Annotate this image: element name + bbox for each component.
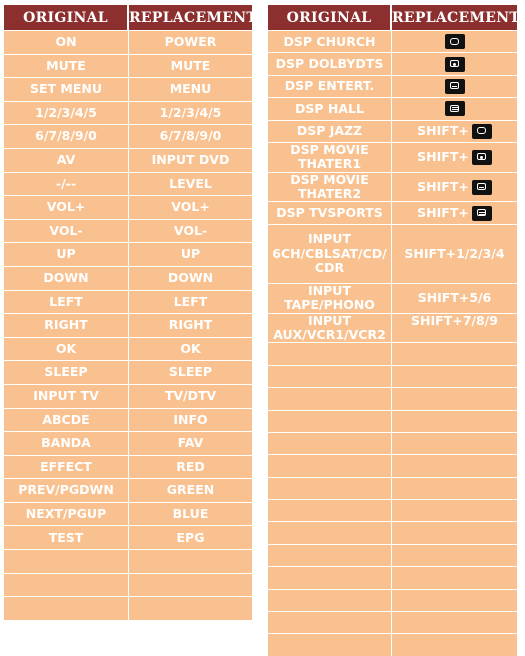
replacement-cell: LEFT [129,290,252,314]
table-row [4,573,252,597]
shift-label: SHIFT+ [417,123,469,139]
empty-cell [392,454,517,476]
table-row [4,172,252,196]
table-row [4,195,252,219]
replacement-cell: INFO [129,408,252,432]
replacement-cell: UP [129,242,252,266]
replacement-cell: POWER [129,30,252,54]
original-cell: 6/7/8/9/0 [4,124,129,148]
empty-cell [392,633,517,655]
lines-key-icon [472,206,492,221]
table-row [4,596,252,620]
original-cell: DSP CHURCH [268,30,392,52]
original-cell: DSP DOLBYDTS [268,52,392,74]
empty-cell [268,521,392,543]
table-row [268,283,517,313]
empty-cell [268,432,392,454]
original-cell: INPUT AUX/VCR1/VCR2 [268,313,392,343]
replacement-cell [392,201,517,223]
right-mapping-table [268,5,521,656]
original-header: ORIGINAL [268,5,392,30]
original-cell: DSP TVSPORTS [268,201,392,223]
table-row [4,549,252,573]
header-row [268,5,517,30]
table-row [268,224,517,283]
replacement-cell [129,549,252,573]
table-row [4,101,252,125]
replacement-cell [392,30,517,52]
replacement-cell: TV/DTV [129,384,252,408]
replacement-header: REPLACEMENT [392,5,517,30]
original-cell: DSP MOVIE THATER1 [268,142,392,172]
empty-cell [392,410,517,432]
replacement-cell: SHIFT+5/6 [392,283,517,313]
table-row [268,142,517,172]
original-cell: ON [4,30,129,54]
replacement-cell [392,52,517,74]
empty-cell [268,611,392,633]
original-cell [4,573,129,597]
circle-key-icon [445,57,465,72]
empty-row [268,477,517,499]
replacement-cell: BLUE [129,502,252,526]
original-cell: ABCDE [4,408,129,432]
replacement-cell: EPG [129,525,252,549]
table-row [268,313,517,343]
table-row [4,384,252,408]
replacement-cell: LEVEL [129,172,252,196]
replacement-cell: RIGHT [129,313,252,337]
empty-cell [268,477,392,499]
replacement-cell: VOL+ [129,195,252,219]
original-cell: 1/2/3/4/5 [4,101,129,125]
table-row [4,478,252,502]
table-row [4,502,252,526]
replacement-cell: GREEN [129,478,252,502]
empty-row [268,633,517,655]
original-cell: EFFECT [4,455,129,479]
empty-row [268,521,517,543]
left-mapping-table [4,5,258,620]
dash-key-icon [472,180,492,195]
table-row [4,124,252,148]
empty-cell [268,633,392,655]
original-cell: UP [4,242,129,266]
original-cell: DSP JAZZ [268,120,392,142]
empty-row [268,566,517,588]
table-row [268,52,517,74]
table-row [4,148,252,172]
empty-cell [392,342,517,364]
table-row [268,172,517,202]
original-cell: DOWN [4,266,129,290]
table-row [268,120,517,142]
original-cell: NEXT/PGUP [4,502,129,526]
table-row [268,201,517,223]
empty-cell [392,611,517,633]
empty-cell [268,410,392,432]
empty-cell [392,387,517,409]
original-cell: TEST [4,525,129,549]
replacement-cell: MUTE [129,54,252,78]
empty-row [268,387,517,409]
replacement-cell: MENU [129,77,252,101]
header-row [4,5,252,30]
original-cell: MUTE [4,54,129,78]
table-row [268,30,517,52]
table-row [4,525,252,549]
empty-cell [392,432,517,454]
replacement-cell: 6/7/8/9/0 [129,124,252,148]
empty-cell [268,544,392,566]
table-row [4,242,252,266]
original-cell: RIGHT [4,313,129,337]
replacement-cell [392,172,517,202]
original-cell: -/-- [4,172,129,196]
original-cell: DSP ENTERT. [268,75,392,97]
original-cell: VOL+ [4,195,129,219]
dash-key-icon [445,79,465,94]
lines-key-icon [445,101,465,116]
original-cell [4,549,129,573]
empty-cell [392,521,517,543]
table-row [4,77,252,101]
empty-row [268,611,517,633]
original-cell: INPUT TAPE/PHONO [268,283,392,313]
table-row [268,97,517,119]
table-row [4,360,252,384]
empty-cell [268,387,392,409]
original-header: ORIGINAL [4,5,129,30]
table-row [4,455,252,479]
shift-label: SHIFT+ [417,178,469,194]
replacement-cell: FAV [129,431,252,455]
replacement-cell [392,120,517,142]
original-cell: VOL- [4,219,129,243]
table-row [4,431,252,455]
empty-row [268,365,517,387]
replacement-cell [129,573,252,597]
empty-cell [268,499,392,521]
original-cell: INPUT 6CH/CBLSAT/CD/ CDR [268,224,392,283]
original-cell: INPUT TV [4,384,129,408]
empty-cell [268,342,392,364]
empty-cell [268,365,392,387]
replacement-cell: INPUT DVD [129,148,252,172]
empty-row [268,589,517,611]
shift-label: SHIFT+ [417,149,469,165]
replacement-cell: DOWN [129,266,252,290]
original-cell: SET MENU [4,77,129,101]
original-cell: SLEEP [4,360,129,384]
empty-cell [268,454,392,476]
table-row [268,75,517,97]
replacement-cell: SLEEP [129,360,252,384]
circle-key-icon [472,150,492,165]
replacement-cell: SHIFT+7/8/9 [392,313,517,343]
empty-cell [392,544,517,566]
replacement-cell [129,596,252,620]
table-row [4,30,252,54]
empty-cell [392,499,517,521]
original-cell: PREV/PGDWN [4,478,129,502]
table-row [4,266,252,290]
empty-cell [392,566,517,588]
rounded-rect-key-icon [472,124,492,139]
replacement-cell: RED [129,455,252,479]
replacement-cell [392,142,517,172]
replacement-cell: VOL- [129,219,252,243]
rounded-rect-key-icon [445,34,465,49]
empty-row [268,454,517,476]
empty-row [268,544,517,566]
replacement-cell: 1/2/3/4/5 [129,101,252,125]
table-row [4,337,252,361]
replacement-cell [392,97,517,119]
replacement-header: REPLACEMENT [129,5,252,30]
replacement-cell [392,75,517,97]
empty-cell [268,589,392,611]
empty-cell [392,365,517,387]
shift-label: SHIFT+ [417,204,469,220]
original-cell: LEFT [4,290,129,314]
empty-cell [268,566,392,588]
empty-cell [392,477,517,499]
empty-row [268,499,517,521]
table-row [4,219,252,243]
empty-cell [392,589,517,611]
replacement-cell: SHIFT+1/2/3/4 [392,224,517,283]
table-row [4,290,252,314]
original-cell: OK [4,337,129,361]
empty-row [268,342,517,364]
original-cell: AV [4,148,129,172]
original-cell: DSP HALL [268,97,392,119]
original-cell [4,596,129,620]
table-row [4,408,252,432]
empty-row [268,410,517,432]
original-cell: BANDA [4,431,129,455]
empty-row [268,432,517,454]
original-cell: DSP MOVIE THATER2 [268,172,392,202]
table-row [4,54,252,78]
replacement-cell: OK [129,337,252,361]
table-row [4,313,252,337]
